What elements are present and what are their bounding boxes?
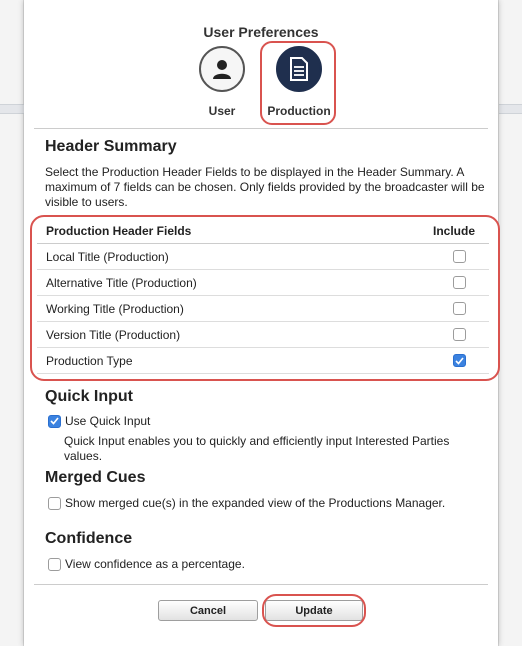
quick-input-help: Quick Input enables you to quickly and efficiently input Interested Parties values. — [64, 434, 450, 463]
include-checkbox[interactable] — [453, 302, 466, 315]
header-summary-description: Select the Production Header Fields to be displayed in the Header Summary. A maximum of 7 fields can be chosen. Only fields provided by the broadcaster will be visible to users. — [45, 165, 485, 209]
field-label: Version Title (Production) — [46, 327, 181, 342]
field-label: Production Type — [46, 353, 133, 368]
include-checkbox[interactable] — [453, 276, 466, 289]
column-header-fields: Production Header Fields — [46, 224, 192, 238]
document-icon — [276, 46, 322, 92]
table-row — [37, 244, 489, 270]
header-fields-table — [37, 219, 489, 374]
merged-cues-option[interactable] — [48, 496, 445, 510]
user-preferences-dialog — [24, 0, 498, 646]
quick-input-option[interactable] — [48, 414, 150, 428]
background-right-panel — [498, 0, 522, 646]
field-label: Alternative Title (Production) — [46, 275, 197, 290]
dialog-title: User Preferences — [203, 24, 319, 40]
table-row — [37, 348, 489, 374]
tab-production[interactable] — [259, 46, 339, 118]
confidence-checkbox[interactable] — [48, 558, 61, 571]
field-label: Working Title (Production) — [46, 301, 184, 316]
merged-cues-checkbox[interactable] — [48, 497, 61, 510]
include-checkbox[interactable] — [453, 250, 466, 263]
header-summary-heading: Header Summary — [45, 138, 177, 155]
table-row — [37, 296, 489, 322]
divider — [34, 128, 488, 129]
background-row — [499, 104, 522, 114]
field-label: Local Title (Production) — [46, 249, 169, 264]
tab-user[interactable] — [182, 46, 262, 118]
quick-input-heading: Quick Input — [45, 388, 133, 405]
background-left-panel — [0, 0, 24, 646]
tab-production-label: Production — [267, 104, 331, 118]
column-header-include: Include — [432, 224, 475, 238]
checkmark-icon — [50, 417, 59, 425]
table-row — [37, 270, 489, 296]
tab-user-label: User — [208, 104, 236, 118]
merged-cues-heading: Merged Cues — [45, 469, 146, 486]
update-button[interactable]: Update — [265, 600, 363, 621]
confidence-option[interactable] — [48, 557, 245, 571]
include-checkbox[interactable] — [453, 328, 466, 341]
table-row — [37, 322, 489, 348]
confidence-heading: Confidence — [45, 530, 133, 547]
confidence-label: View confidence as a percentage. — [65, 557, 245, 571]
table-header — [37, 219, 489, 244]
cancel-button[interactable]: Cancel — [158, 600, 258, 621]
include-checkbox[interactable] — [453, 354, 466, 367]
divider — [34, 584, 488, 585]
checkmark-icon — [455, 357, 464, 365]
background-row — [0, 104, 24, 114]
quick-input-checkbox[interactable] — [48, 415, 61, 428]
user-icon — [199, 46, 245, 92]
quick-input-label: Use Quick Input — [65, 414, 151, 428]
merged-cues-label: Show merged cue(s) in the expanded view of the Productions Manager. — [65, 496, 446, 510]
